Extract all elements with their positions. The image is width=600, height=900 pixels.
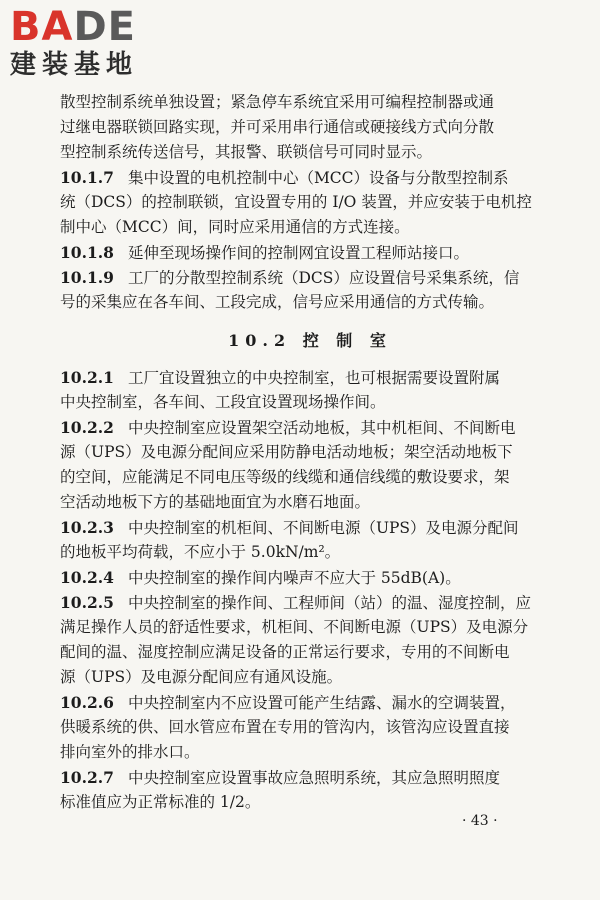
clause-text: 中央控制室，各车间、工段宜设置现场操作间。: [60, 393, 386, 411]
clause-text: 过继电器联锁回路实现，并可采用串行通信或硬接线方式向分散: [60, 118, 495, 136]
clause-text: 排向室外的排水口。: [60, 743, 200, 761]
logo-latin-rest: DE: [73, 4, 136, 50]
section-title: 10.2 控 制 室: [228, 331, 392, 350]
text-line: [60, 515, 560, 540]
clause-number: 10.2.1: [60, 368, 114, 387]
clause-number: 10.2.7: [60, 768, 114, 787]
clause-number: 10.1.9: [60, 268, 114, 287]
text-line: [60, 90, 560, 115]
clause-text: 配间的温、湿度控制应满足设备的正常运行要求，专用的不间断电: [60, 643, 510, 661]
text-line: [60, 740, 560, 765]
text-line: [60, 115, 560, 140]
text-line: [60, 540, 560, 565]
clause-block-10-1: [60, 90, 560, 315]
page-number: · 43 ·: [462, 813, 498, 829]
text-line: [60, 590, 560, 615]
text-line: [60, 490, 560, 515]
clause-number: 10.2.5: [60, 593, 114, 612]
logo-latin: [10, 6, 180, 48]
clause-number: 10.1.8: [60, 243, 114, 262]
text-line: [60, 140, 560, 165]
clause-number: 10.2.4: [60, 568, 114, 587]
text-line: [60, 565, 560, 590]
clause-text: 中央控制室的操作间、工程师间（站）的温、湿度控制，应: [127, 594, 531, 612]
clause-block-10-2: [60, 365, 560, 815]
clause-text: 标准值应为正常标准的 1/2。: [60, 793, 261, 811]
text-line: [60, 615, 560, 640]
logo-chinese: 建装基地: [10, 50, 139, 80]
clause-text: 中央控制室的机柜间、不间断电源（UPS）及电源分配间: [127, 519, 519, 537]
text-line: [60, 365, 560, 390]
logo-latin-accent: BA: [10, 4, 74, 50]
text-line: [60, 190, 560, 215]
text-line: [60, 440, 560, 465]
clause-number: 10.2.6: [60, 693, 114, 712]
text-line: [60, 265, 560, 290]
text-line: [60, 790, 560, 815]
clause-text: 空活动地板下方的基础地面宜为水磨石地面。: [60, 493, 371, 511]
text-line: [60, 665, 560, 690]
text-line: [60, 165, 560, 190]
clause-number: 10.2.2: [60, 418, 114, 437]
clause-text: 中央控制室内不应设置可能产生结露、漏水的空调装置，: [127, 694, 516, 712]
clause-number: 10.2.3: [60, 518, 114, 537]
text-line: [60, 715, 560, 740]
text-line: [60, 765, 560, 790]
text-line: [60, 690, 560, 715]
clause-text: 的地板平均荷载，不应小于 5.0kN/m²。: [60, 543, 341, 561]
text-line: [60, 390, 560, 415]
text-line: [60, 465, 560, 490]
clause-text: 号的采集应在各车间、工段完成，信号应采用通信的方式传输。: [60, 293, 495, 311]
text-line: [60, 640, 560, 665]
clause-text: 散型控制系统单独设置；紧急停车系统宜采用可编程控制器或通: [60, 93, 495, 111]
clause-text: 中央控制室应设置架空活动地板，其中机柜间、不间断电: [127, 419, 516, 437]
clause-text: 源（UPS）及电源分配间应有通风设施。: [60, 668, 343, 686]
document-body: [60, 90, 560, 815]
clause-text: 中央控制室应设置事故应急照明系统，其应急照明照度: [127, 769, 500, 787]
clause-text: 的空间，应能满足不同电压等级的线缆和通信线缆的敷设要求，架: [60, 468, 510, 486]
clause-text: 集中设置的电机控制中心（MCC）设备与分散型控制系: [127, 169, 509, 187]
clause-text: 中央控制室的操作间内噪声不应大于 55dB(A)。: [127, 569, 461, 587]
logo: [10, 6, 180, 80]
clause-text: 工厂的分散型控制系统（DCS）应设置信号采集系统，信: [127, 269, 520, 287]
text-line: [60, 240, 560, 265]
clause-text: 供暖系统的供、回水管应布置在专用的管沟内，该管沟应设置直接: [60, 718, 510, 736]
clause-text: 延伸至现场操作间的控制网宜设置工程师站接口。: [127, 244, 469, 262]
clause-text: 满足操作人员的舒适性要求，机柜间、不间断电源（UPS）及电源分: [60, 618, 529, 636]
clause-text: 制中心（MCC）间，同时应采用通信的方式连接。: [60, 218, 410, 236]
clause-text: 源（UPS）及电源分配间应采用防静电活动地板；架空活动地板下: [60, 443, 513, 461]
text-line: [60, 415, 560, 440]
clause-text: 统（DCS）的控制联锁，宜设置专用的 I/O 装置，并应安装于电机控: [60, 193, 532, 211]
text-line: [60, 215, 560, 240]
clause-text: 型控制系统传送信号，其报警、联锁信号可同时显示。: [60, 143, 433, 161]
clause-text: 工厂宜设置独立的中央控制室，也可根据需要设置附属: [127, 369, 500, 387]
text-line: [60, 290, 560, 315]
clause-number: 10.1.7: [60, 168, 114, 187]
